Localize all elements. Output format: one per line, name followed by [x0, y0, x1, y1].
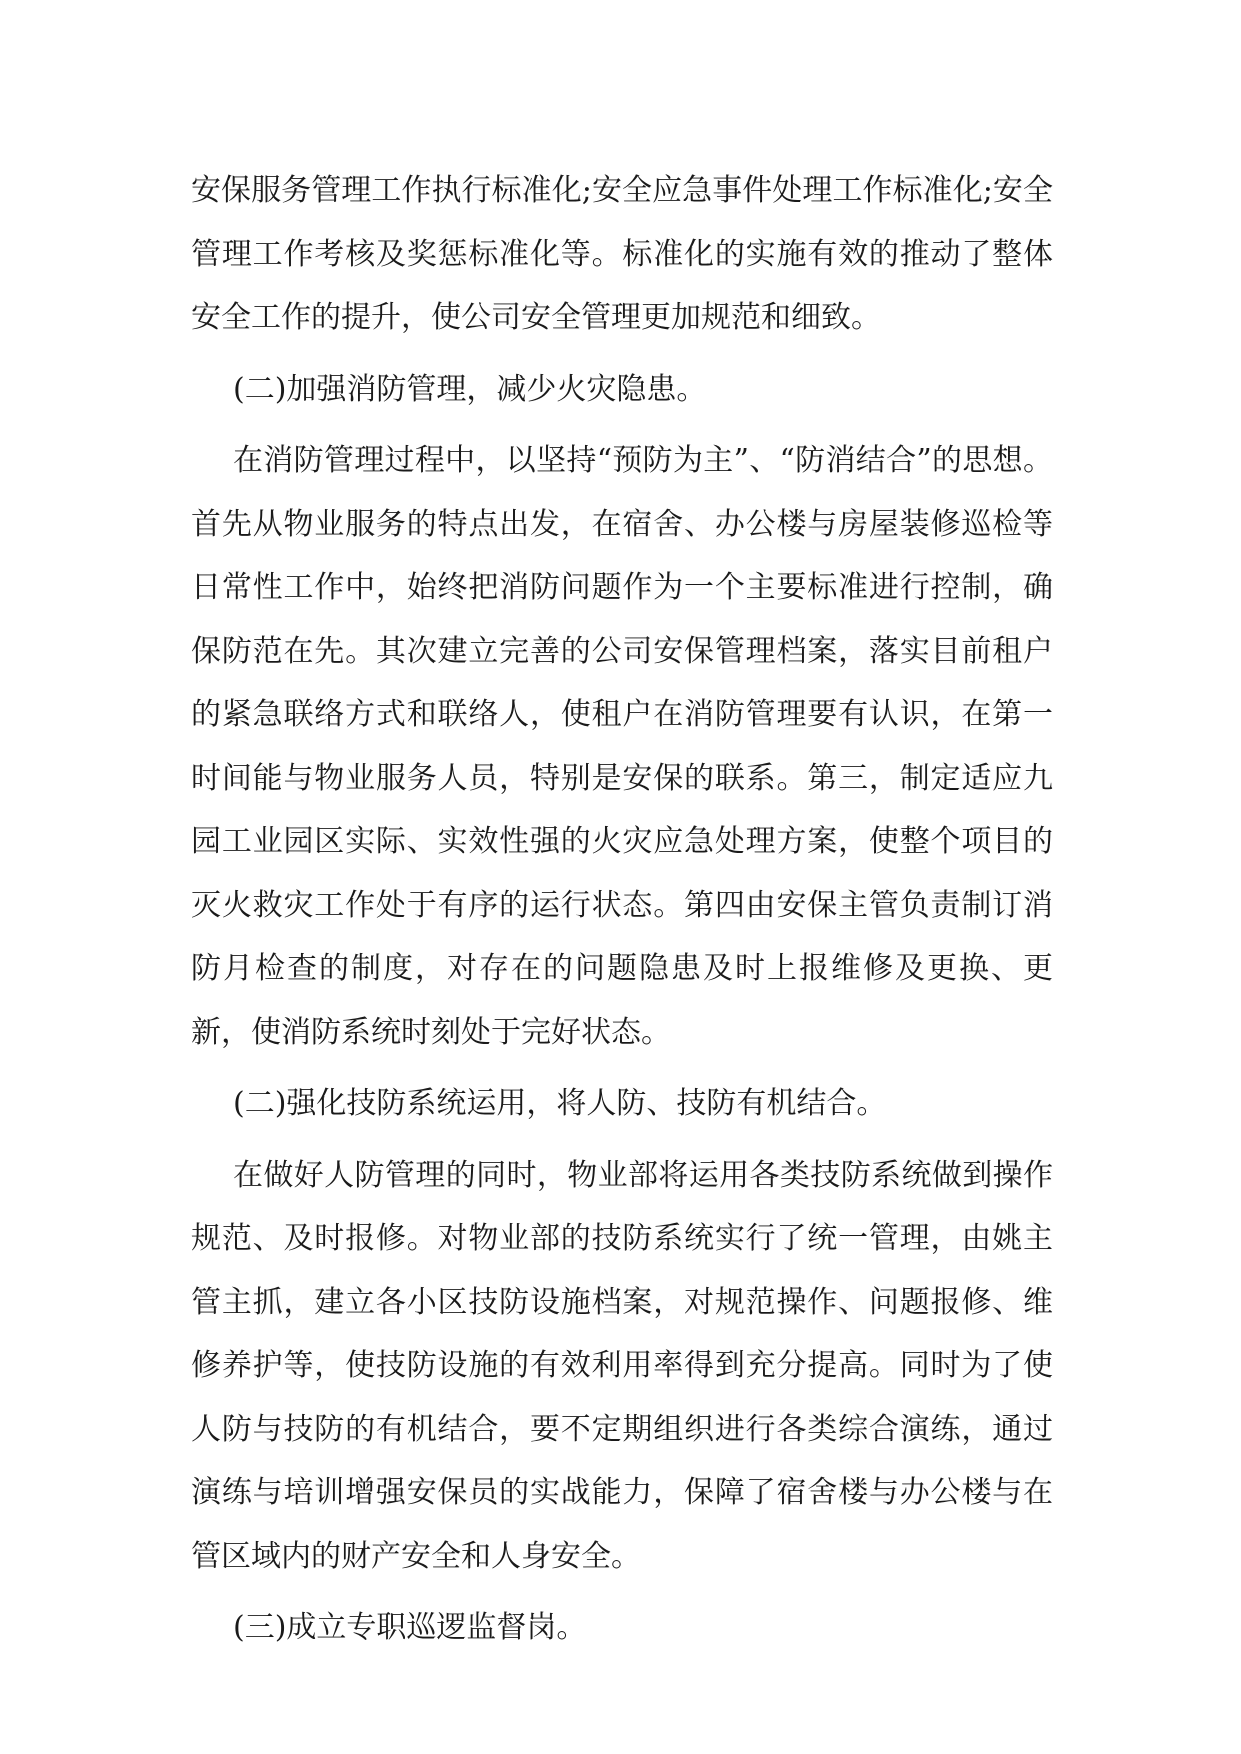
- paragraph-gap: [191, 1588, 1053, 1596]
- paragraph-standardization: 安保服务管理工作执行标准化;安全应急事件处理工作标准化;安全管理工作考核及奖惩标准化等。标准化的实施有效的推动了整体安全工作的提升，使公司安全管理更加规范和细致。: [191, 173, 1053, 335]
- section-heading-technical-defense: (二)强化技防系统运用，将人防、技防有机结合。: [233, 1086, 887, 1121]
- paragraph-gap: [191, 1064, 1053, 1072]
- paragraph-gap: [191, 421, 1053, 429]
- section-heading-patrol-post: (三)成立专职巡逻监督岗。: [233, 1610, 587, 1645]
- paragraph-fire-management: 在消防管理过程中，以坚持“预防为主”、“防消结合”的思想。首先从物业服务的特点出发，在宿舍、办公楼与房屋装修巡检等日常性工作中，始终把消防问题作为一个主要标准进行控制，确保防范在先。其次建立完善的公司安保管理档案，落实目前租户的紧急联络方式和联络人，使租户在消防管理要有认识，在第一时间能与物业服务人员，特别是安保的联系。第三，制定适应九园工业园区实际、实效性强的火灾应急处理方案，使整个项目的灭火救灾工作处于有序的运行状态。第四由安保主管负责制订消防月检查的制度，对存在的问题隐患及时上报维修及更换、更新，使消防系统时刻处于完好状态。: [191, 443, 1053, 1050]
- document-body: [191, 159, 1053, 1660]
- paragraph-gap: [191, 1136, 1053, 1144]
- paragraph-gap: [191, 350, 1053, 358]
- paragraph-technical-defense: 在做好人防管理的同时，物业部将运用各类技防系统做到操作规范、及时报修。对物业部的技防系统实行了统一管理，由姚主管主抓，建立各小区技防设施档案，对规范操作、问题报修、维修养护等，使技防设施的有效利用率得到充分提高。同时为了使人防与技防的有机结合，要不定期组织进行各类综合演练，通过演练与培训增强安保员的实战能力，保障了宿舍楼与办公楼与在管区域内的财产安全和人身安全。: [191, 1157, 1053, 1574]
- section-heading-fire-management: (二)加强消防管理，减少火灾隐患。: [233, 371, 707, 407]
